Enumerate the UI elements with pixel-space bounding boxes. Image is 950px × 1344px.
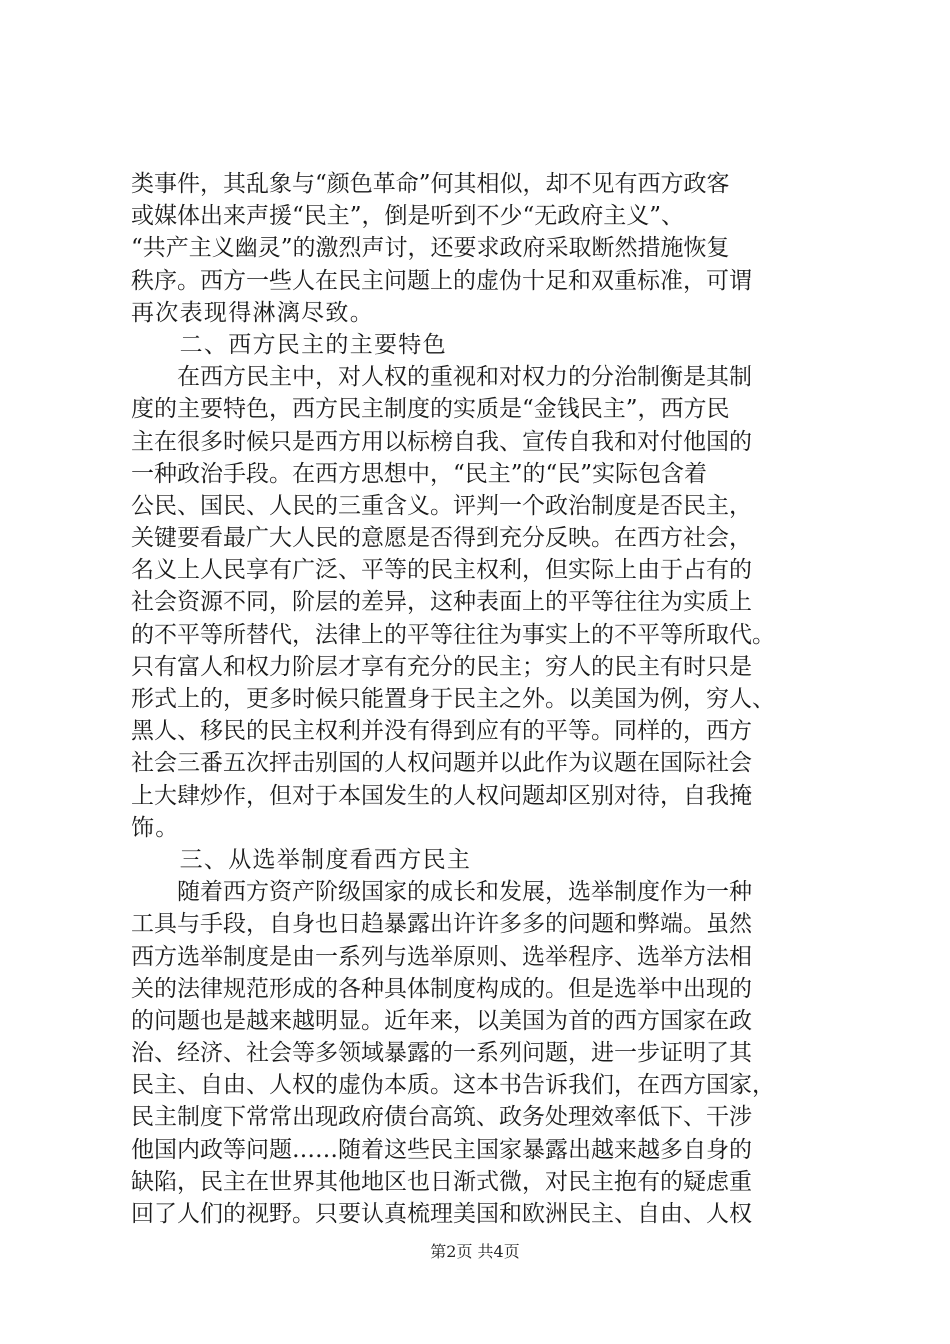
text-line: 名义上人民享有广泛、平等的民主权利，但实际上由于占有的 [131, 557, 752, 584]
text-line: 类事件，其乱象与“颜色革命”何其相似，却不见有西方政客 [131, 171, 730, 197]
text-line: 只有富人和权力阶层才享有充分的民主；穷人的民主有时只是 [131, 653, 752, 680]
text-line: 民主制度下常常出现政府债台高筑、政务处理效率低下、干涉 [131, 1104, 752, 1131]
page-footer: 第2页 共4页 [430, 1242, 520, 1261]
text-line: 秩序。西方一些人在民主问题上的虚伪十足和双重标准，可谓 [131, 267, 752, 294]
text-line: 度的主要特色，西方民主制度的实质是“金钱民主”，西方民 [131, 396, 730, 423]
text-line: 三、从选举制度看西方民主 [131, 846, 472, 873]
text-line: 他国内政等问题……随着这些民主国家暴露出越来越多自身的 [131, 1136, 752, 1163]
text-line: 形式上的，更多时候只能置身于民主之外。以美国为例，穷人、 [131, 686, 775, 712]
text-line: 社会资源不同，阶层的差异，这种表面上的平等往往为实质上 [131, 589, 752, 616]
text-line: 在西方民主中，对人权的重视和对权力的分治制衡是其制 [131, 364, 752, 391]
text-line: 缺陷，民主在世界其他地区也日渐式微，对民主抱有的疑虑重 [131, 1168, 752, 1195]
text-line: 或媒体出来声援“民主”，倒是听到不少“无政府主义”、 [131, 203, 685, 230]
text-line: 公民、国民、人民的三重含义。评判一个政治制度是否民主， [131, 492, 752, 519]
text-line: 工具与手段，自身也日趋暴露出许许多多的问题和弊端。虽然 [131, 911, 752, 938]
text-line: 关键要看最广大人民的意愿是否得到充分反映。在西方社会， [131, 525, 752, 552]
document-body [131, 168, 831, 1230]
text-line: 一种政治手段。在西方思想中，“民主”的“民”实际包含着 [131, 460, 708, 487]
text-line: 治、经济、社会等多领域暴露的一系列问题，进一步证明了其 [131, 1040, 752, 1067]
text-line: 饰。 [131, 814, 180, 841]
text-line: “共产主义幽灵”的激烈声讨，还要求政府采取断然措施恢复 [131, 235, 730, 262]
text-line: 主在很多时候只是西方用以标榜自我、宣传自我和对付他国的 [131, 428, 752, 455]
text-line: 回了人们的视野。只要认真梳理美国和欧洲民主、自由、人权 [131, 1201, 752, 1227]
text-line: 上大肆炒作，但对于本国发生的人权问题却区别对待，自我掩 [131, 782, 752, 809]
text-line: 二、西方民主的主要特色 [131, 331, 447, 358]
text-line: 民主、自由、人权的虚伪本质。这本书告诉我们，在西方国家， [131, 1072, 775, 1099]
text-line: 社会三番五次抨击别国的人权问题并以此作为议题在国际社会 [131, 750, 752, 777]
text-line: 的不平等所替代，法律上的平等往往为事实上的不平等所取代。 [131, 621, 775, 648]
text-line: 西方选举制度是由一系列与选举原则、选举程序、选举方法相 [131, 943, 752, 970]
text-line: 的问题也是越来越明显。近年来，以美国为首的西方国家在政 [131, 1007, 752, 1034]
text-line: 黑人、移民的民主权利并没有得到应有的平等。同样的，西方 [131, 718, 752, 745]
text-line: 随着西方资产阶级国家的成长和发展，选举制度作为一种 [131, 879, 752, 906]
text-line: 关的法律规范形成的各种具体制度构成的。但是选举中出现的 [131, 975, 752, 1002]
text-line: 再次表现得淋漓尽致。 [131, 299, 374, 326]
